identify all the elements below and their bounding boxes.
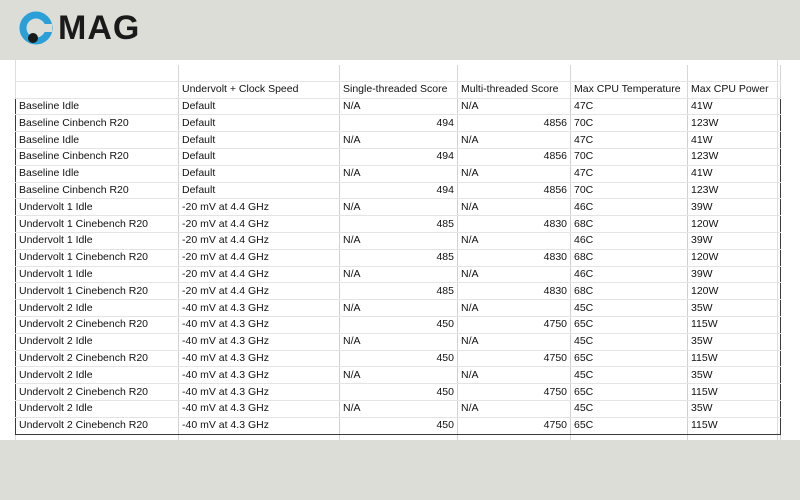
table-row (16, 384, 781, 401)
cell-label[interactable]: Undervolt 1 Idle (16, 199, 179, 216)
cell-power[interactable]: 41W (688, 132, 781, 149)
cell-temp[interactable]: 65C (571, 384, 688, 401)
cell-temp[interactable]: 70C (571, 115, 688, 132)
cell-uv[interactable]: Default (179, 182, 340, 199)
cell-label[interactable]: Undervolt 2 Idle (16, 333, 179, 350)
table-row (16, 417, 781, 434)
table-row (16, 216, 781, 233)
cell-multi[interactable]: 4750 (458, 350, 571, 367)
cell-power[interactable]: 39W (688, 232, 781, 249)
cell-power[interactable]: 123W (688, 148, 781, 165)
cell-multi[interactable]: 4750 (458, 316, 571, 333)
cell-single[interactable]: 485 (340, 216, 458, 233)
table-row (16, 115, 781, 132)
cell-label[interactable]: Undervolt 1 Idle (16, 266, 179, 283)
cell-temp[interactable]: 45C (571, 300, 688, 317)
cell-uv[interactable]: -40 mV at 4.3 GHz (179, 316, 340, 333)
cell-uv[interactable]: -40 mV at 4.3 GHz (179, 367, 340, 384)
table-row (16, 266, 781, 283)
table-row (16, 132, 781, 149)
cell-multi[interactable]: 4830 (458, 216, 571, 233)
cell-uv[interactable]: Default (179, 165, 340, 182)
cell-power[interactable]: 115W (688, 384, 781, 401)
cell-temp[interactable]: 65C (571, 350, 688, 367)
cell-uv[interactable]: -40 mV at 4.3 GHz (179, 333, 340, 350)
cell-single[interactable]: N/A (340, 132, 458, 149)
cell-power[interactable]: 35W (688, 400, 781, 417)
cell-power[interactable]: 41W (688, 98, 781, 115)
cell-uv[interactable]: Default (179, 148, 340, 165)
cell-multi[interactable]: N/A (458, 199, 571, 216)
cell-label[interactable]: Undervolt 2 Idle (16, 300, 179, 317)
table-row (16, 283, 781, 300)
cell-label[interactable]: Undervolt 1 Cinebench R20 (16, 283, 179, 300)
table-row (16, 350, 781, 367)
table-row (16, 148, 781, 165)
cell-uv[interactable]: -20 mV at 4.4 GHz (179, 283, 340, 300)
cell-label[interactable]: Baseline Cinbench R20 (16, 115, 179, 132)
cell-multi[interactable]: 4830 (458, 283, 571, 300)
cell-temp[interactable]: 46C (571, 232, 688, 249)
cell-temp[interactable]: 47C (571, 165, 688, 182)
cell-power[interactable]: 120W (688, 249, 781, 266)
cell-uv[interactable]: -40 mV at 4.3 GHz (179, 300, 340, 317)
cell-temp[interactable]: 68C (571, 249, 688, 266)
cell-power[interactable]: 120W (688, 216, 781, 233)
cell-multi[interactable]: N/A (458, 400, 571, 417)
cell-single[interactable]: 494 (340, 115, 458, 132)
header-cell-multi[interactable]: Multi-threaded Score (458, 81, 571, 98)
cell-power[interactable]: 123W (688, 182, 781, 199)
header-cell-single[interactable]: Single-threaded Score (340, 81, 458, 98)
cell-multi[interactable]: 4856 (458, 148, 571, 165)
cell-uv[interactable]: -20 mV at 4.4 GHz (179, 199, 340, 216)
cell-power[interactable]: 115W (688, 316, 781, 333)
cell-uv[interactable]: -20 mV at 4.4 GHz (179, 249, 340, 266)
cell-multi[interactable]: 4856 (458, 115, 571, 132)
cell-label[interactable]: Baseline Idle (16, 132, 179, 149)
table-header-row (16, 81, 781, 98)
header-band (0, 0, 800, 60)
cell-single[interactable]: N/A (340, 367, 458, 384)
cell-uv[interactable]: Default (179, 115, 340, 132)
cell-temp[interactable]: 70C (571, 182, 688, 199)
table-row (16, 165, 781, 182)
cell-temp[interactable]: 45C (571, 367, 688, 384)
cell-single[interactable]: N/A (340, 199, 458, 216)
cell-single[interactable]: N/A (340, 232, 458, 249)
cell-temp[interactable]: 47C (571, 98, 688, 115)
cell-uv[interactable]: -40 mV at 4.3 GHz (179, 350, 340, 367)
cell-single[interactable]: 485 (340, 283, 458, 300)
cell-power[interactable]: 115W (688, 350, 781, 367)
cell-single[interactable]: N/A (340, 400, 458, 417)
cell-uv[interactable]: Default (179, 132, 340, 149)
logo-c-icon (18, 10, 54, 46)
cell-label[interactable]: Undervolt 2 Cinebench R20 (16, 350, 179, 367)
cell-temp[interactable]: 45C (571, 400, 688, 417)
cell-label[interactable]: Undervolt 2 Cinebench R20 (16, 384, 179, 401)
cell-uv[interactable]: Default (179, 98, 340, 115)
cell-single[interactable]: 485 (340, 249, 458, 266)
cell-temp[interactable]: 46C (571, 199, 688, 216)
cell-label[interactable]: Baseline Cinbench R20 (16, 148, 179, 165)
cell-label[interactable]: Undervolt 2 Idle (16, 400, 179, 417)
cell-label[interactable]: Undervolt 2 Idle (16, 367, 179, 384)
cell-multi[interactable]: N/A (458, 165, 571, 182)
table-row (16, 400, 781, 417)
cell-temp[interactable]: 68C (571, 216, 688, 233)
cell-power[interactable]: 35W (688, 300, 781, 317)
cell-uv[interactable]: -40 mV at 4.3 GHz (179, 384, 340, 401)
cell-label[interactable]: Baseline Idle (16, 98, 179, 115)
cell-power[interactable]: 123W (688, 115, 781, 132)
header-cell-undervolt[interactable]: Undervolt + Clock Speed (179, 81, 340, 98)
cell-uv[interactable]: -40 mV at 4.3 GHz (179, 417, 340, 434)
cell-single[interactable]: 494 (340, 182, 458, 199)
table-blank-row (16, 65, 781, 81)
footer-band (0, 440, 800, 500)
spreadsheet[interactable] (0, 60, 800, 440)
cell-uv[interactable]: -20 mV at 4.4 GHz (179, 266, 340, 283)
cell-multi[interactable]: N/A (458, 132, 571, 149)
cell-label[interactable]: Undervolt 1 Cinebench R20 (16, 216, 179, 233)
cell-label[interactable]: Undervolt 1 Cinebench R20 (16, 249, 179, 266)
cell-multi[interactable]: N/A (458, 98, 571, 115)
cell-power[interactable]: 120W (688, 283, 781, 300)
cell-multi[interactable]: N/A (458, 266, 571, 283)
cell-multi[interactable]: 4750 (458, 384, 571, 401)
table-row (16, 333, 781, 350)
cell-single[interactable]: N/A (340, 333, 458, 350)
cell-multi[interactable]: N/A (458, 333, 571, 350)
cell-multi[interactable]: N/A (458, 300, 571, 317)
benchmark-table (15, 65, 781, 468)
brand-logo[interactable] (18, 8, 140, 48)
cell-multi[interactable]: 4750 (458, 417, 571, 434)
cell-single[interactable]: N/A (340, 266, 458, 283)
cell-single[interactable]: 494 (340, 148, 458, 165)
cell-uv[interactable]: -20 mV at 4.4 GHz (179, 216, 340, 233)
header-cell-power[interactable]: Max CPU Power (688, 81, 781, 98)
table-row (16, 249, 781, 266)
table-row (16, 199, 781, 216)
cell-label[interactable]: Baseline Cinbench R20 (16, 182, 179, 199)
header-cell-empty[interactable] (16, 81, 179, 98)
table-row (16, 367, 781, 384)
cell-single[interactable]: N/A (340, 300, 458, 317)
cell-power[interactable]: 39W (688, 199, 781, 216)
cell-label[interactable]: Undervolt 2 Cinebench R20 (16, 316, 179, 333)
cell-power[interactable]: 41W (688, 165, 781, 182)
cell-power[interactable]: 39W (688, 266, 781, 283)
cell-label[interactable]: Baseline Idle (16, 165, 179, 182)
cell-label[interactable]: Undervolt 1 Idle (16, 232, 179, 249)
cell-power[interactable]: 115W (688, 417, 781, 434)
cell-single[interactable]: N/A (340, 165, 458, 182)
table-row (16, 98, 781, 115)
cell-temp[interactable]: 65C (571, 316, 688, 333)
cell-multi[interactable]: N/A (458, 232, 571, 249)
cell-temp[interactable]: 45C (571, 333, 688, 350)
table-row (16, 182, 781, 199)
cell-single[interactable]: 450 (340, 350, 458, 367)
cell-multi[interactable]: N/A (458, 367, 571, 384)
logo-text: MAG (58, 9, 141, 47)
cell-multi[interactable]: 4856 (458, 182, 571, 199)
table-row (16, 316, 781, 333)
cell-multi[interactable]: 4830 (458, 249, 571, 266)
cell-power[interactable]: 35W (688, 367, 781, 384)
cell-temp[interactable]: 46C (571, 266, 688, 283)
cell-temp[interactable]: 65C (571, 417, 688, 434)
cell-temp[interactable]: 70C (571, 148, 688, 165)
cell-power[interactable]: 35W (688, 333, 781, 350)
cell-single[interactable]: N/A (340, 98, 458, 115)
cell-single[interactable]: 450 (340, 417, 458, 434)
cell-single[interactable]: 450 (340, 316, 458, 333)
header-cell-temp[interactable]: Max CPU Temperature (571, 81, 688, 98)
cell-uv[interactable]: -20 mV at 4.4 GHz (179, 232, 340, 249)
table-row (16, 300, 781, 317)
cell-uv[interactable]: -40 mV at 4.3 GHz (179, 400, 340, 417)
cell-single[interactable]: 450 (340, 384, 458, 401)
table-row (16, 232, 781, 249)
cell-label[interactable]: Undervolt 2 Cinebench R20 (16, 417, 179, 434)
cell-temp[interactable]: 47C (571, 132, 688, 149)
cell-temp[interactable]: 68C (571, 283, 688, 300)
